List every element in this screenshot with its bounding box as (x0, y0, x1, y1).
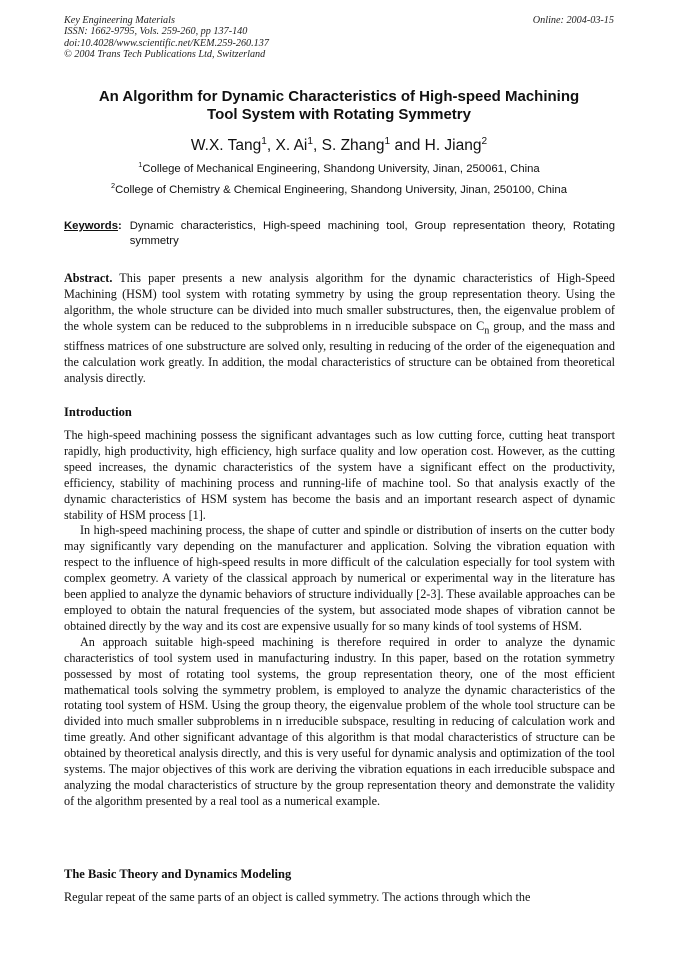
affiliation-2 (64, 181, 614, 196)
author-separator: , (266, 137, 276, 154)
online-date: Online: 2004-03-15 (532, 15, 614, 26)
doi-line: doi:10.4028/www.scientific.net/KEM.259-260.137 (64, 37, 269, 49)
author-affil-mark: 2 (481, 135, 488, 147)
author-separator: , (313, 137, 322, 154)
basic-theory-heading: The Basic Theory and Dynamics Modeling (64, 867, 292, 881)
author-separator: and (390, 137, 425, 154)
affil-mark: 1 (138, 160, 143, 170)
author-name: W.X. Tang (190, 137, 262, 154)
abstract (64, 271, 615, 387)
journal-name: Key Engineering Materials (64, 15, 175, 26)
intro-paragraph-3: An approach suitable high-speed machining is therefore required in order to analyze the dynamic characteristics of tool system used in manufacturing industry. In this paper, based on the rotation symmetry possessed by most of rotating tool systems, the group representation theory, one of the most efficient mathematical tools solving the symmetry problem, is employed to analyze the dynamic characteristics of the rotating tool system of HSM. Using the group theory, the eigenvalue problem of the whole tool structure can be divided into much smaller subproblems in n irreducible subspace, resulting in reducing of calculation work and time greatly. And other significant advantage of this algorithm is that modal characteristics of structure can be obtained by theoretical analysis directly, and this is very useful for dynamic analysis and optimization of the tool systems. The major objectives of this work are deriving the vibration equations in each irreducible subspace and analyzing the modal characteristics of structure by the group representation theory and demonstrate the validity of the algorithm presented by a real tool as a numerical example. (64, 634, 615, 808)
title-line-1: An Algorithm for Dynamic Characteristics of High-speed Machining (98, 88, 580, 105)
keywords-colon: : (118, 220, 122, 232)
affil-text: College of Chemistry & Chemical Engineering, Shandong University, Jinan, 250100, China (115, 184, 567, 196)
introduction-heading: Introduction (64, 405, 132, 419)
keywords-label: Keywords (64, 220, 118, 232)
abstract-subscript: n (484, 325, 490, 337)
author-name: H. Jiang (424, 137, 482, 154)
abstract-text-2: group, and the mass and stiffness matrices of one substructure are solved only, resulting in reducing of the order of the eigenequation and the calculation work greatly. In addition, the modal characteristics of structure can be obtained from theoretical analysis directly. (64, 318, 615, 385)
author-name: S. Zhang (321, 137, 385, 154)
intro-paragraph-1: The high-speed machining possess the significant advantages such as low cutting force, cutting heat transport rapidly, high productivity, high efficiency, high surface quality and low operation cost. However, as the cutting speed increases, the dynamic characteristics of the system have a significant effect on the productivity, efficiency, stability of machining process and running-life of machine tool. So that analysis exactly of the dynamic characteristics of HSM system has become the basis and an important research aspect of dynamic stability of HSM process [1]. (64, 428, 615, 522)
author-affil-mark: 1 (307, 135, 313, 147)
affil-text: College of Mechanical Engineering, Shandong University, Jinan, 250061, China (142, 163, 540, 175)
intro-paragraph-2: In high-speed machining process, the shape of cutter and spindle or distribution of inserts on the cutter body may significantly vary depending on the manufacturer and application. Solving the vibration equation with respect to the influence of high-speed results in more difficult of the calculation especially for tool system with complex geometry. A variety of the classical approach by numerical or experimental way in the literature has been applied to analyze the dynamic behaviors of structure individually [2-3]. These available approaches can be employed to obtain the natural frequencies of the system, but associated mode shapes of vibration cannot be obtained directly by the way and its cost are expensive usually for so many kinds of tool systems of HSM. (64, 523, 615, 633)
copyright-line: © 2004 Trans Tech Publications Ltd, Switzerland (64, 48, 266, 60)
author-list (64, 137, 614, 155)
author-affil-mark: 1 (261, 135, 267, 147)
author-name: X. Ai (275, 137, 308, 154)
abstract-label: Abstract. (64, 271, 113, 285)
author-affil-mark: 1 (384, 135, 391, 147)
affiliation-1 (64, 160, 614, 175)
affil-mark: 2 (111, 181, 116, 191)
keywords-block (64, 219, 615, 249)
abstract-text-1: This paper presents a new analysis algorithm for the dynamic characteristics of High-Speed Machining (HSM) tool system with rotating symmetry by using the group representation theory. Using the algorithm, the whole structure can be divided into much smaller substructures, then, the eigenvalue problem of the whole system can be reduced to the subproblems in n irreducible subspace on C (64, 271, 615, 333)
introduction-body (64, 428, 615, 810)
journal-header (64, 15, 269, 60)
paper-title (64, 88, 614, 124)
basic-theory-text: Regular repeat of the same parts of an object is called symmetry. The actions through which the (64, 890, 531, 904)
title-line-2: Tool System with Rotating Symmetry (207, 106, 471, 123)
keywords-text: Dynamic characteristics, High-speed machining tool, Group representation theory, Rotating symmetry (129, 220, 615, 247)
issn-line: ISSN: 1662-9795, Vols. 259-260, pp 137-140 (64, 26, 248, 38)
